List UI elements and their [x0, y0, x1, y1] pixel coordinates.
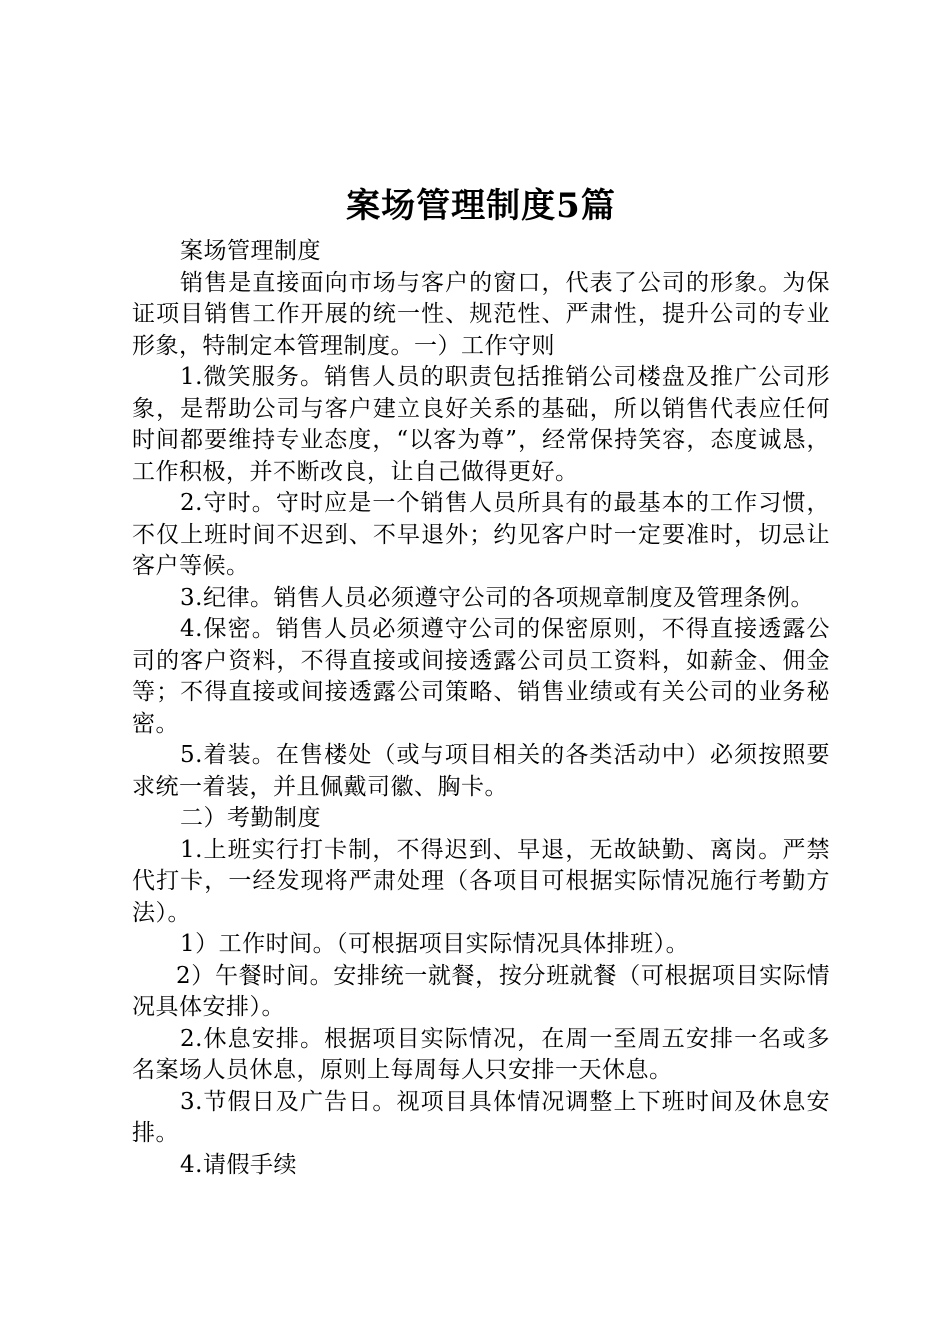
paragraph-punctuality: 2.守时。守时应是一个销售人员所具有的最基本的工作习惯，不仅上班时间不迟到、不早退外；约见客户时一定要准时，切忌让客户等候。 — [132, 490, 830, 579]
document-title: 案场管理制度5篇 — [346, 186, 616, 226]
section-heading-attendance: 二）考勤制度 — [180, 805, 321, 831]
paragraph-intro: 销售是直接面向市场与客户的窗口，代表了公司的形象。为保证项目销售工作开展的统一性、规范性、严肃性，提升公司的专业形象，特制定本管理制度。一）工作守则 — [132, 269, 830, 359]
paragraph-confidentiality: 4.保密。销售人员必须遵守公司的保密原则，不得直接透露公司的客户资料，不得直接或间接透露公司员工资料，如薪金、佣金等；不得直接或间接透露公司策略、销售业绩或有关公司的业务秘密。 — [132, 616, 830, 737]
paragraph-subtitle: 案场管理制度 — [180, 238, 321, 264]
paragraph-working-hours: 1）工作时间。（可根据项目实际情况具体排班）。 — [180, 931, 690, 957]
paragraph-smile-service: 1.微笑服务。销售人员的职责包括推销公司楼盘及推广公司形象，是帮助公司与客户建立良好关系的基础，所以销售代表应任何时间都要维持专业态度，“以客为尊”，经常保持笑容，态度诚恳，工作积极，并不断改良，让自己做得更好。 — [132, 364, 830, 485]
paragraph-rest-schedule: 2.休息安排。根据项目实际情况，在周一至周五安排一名或多名案场人员休息，原则上每周每人只安排一天休息。 — [132, 1025, 830, 1083]
document-page — [132, 176, 830, 1181]
paragraph-clock-in: 1.上班实行打卡制，不得迟到、早退，无故缺勤、离岗。严禁代打卡，一经发现将严肃处理（各项目可根据实际情况施行考勤方法）。 — [132, 836, 830, 926]
paragraph-dress-code: 5.着装。在售楼处（或与项目相关的各类活动中）必须按照要求统一着装，并且佩戴司徽、胸卡。 — [132, 742, 830, 800]
paragraph-discipline: 3.纪律。销售人员必须遵守公司的各项规章制度及管理条例。 — [180, 584, 814, 611]
paragraph-leave-procedure: 4.请假手续 — [180, 1151, 297, 1178]
paragraph-holidays: 3.节假日及广告日。视项目具体情况调整上下班时间及休息安排。 — [132, 1088, 830, 1146]
paragraph-lunch-time: 2）午餐时间。安排统一就餐，按分班就餐（可根据项目实际情况具体安排）。 — [132, 962, 830, 1020]
